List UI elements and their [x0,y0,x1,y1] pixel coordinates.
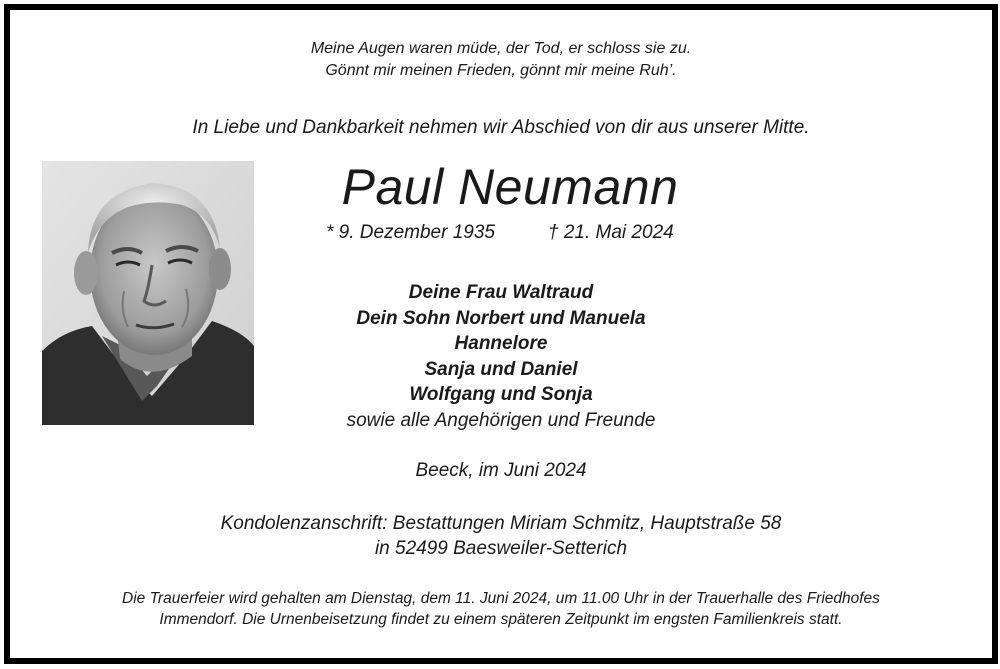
family-member: Sanja und Daniel [424,358,578,380]
family-list [10,280,992,433]
obituary-notice [4,4,998,664]
family-others: sowie alle Angehörigen und Freunde [346,409,656,431]
motto-line-1: Meine Augen waren müde, der Tod, er schloss sie zu. [310,40,692,57]
motto-line-2: Gönnt mir meinen Frieden, gönnt mir meine Ruh’. [325,62,677,79]
family-member: Hannelore [454,333,548,354]
condolence-address-line-2: in 52499 Baesweiler-Setterich [374,538,628,559]
birth-date: * 9. Dezember 1935 [326,222,495,243]
condolence-address-line-1: Kondolenzanschrift: Bestattungen Miriam Schmitz, Hauptstraße 58 [220,513,782,534]
intro-text: In Liebe und Dankbarkeit nehmen wir Abschied von dir aus unserer Mitte. [192,117,810,138]
ceremony-info-line-1: Die Trauerfeier wird gehalten am Dienstag, dem 11. Juni 2024, um 11.00 Uhr in der Trauerhalle des Friedhofes [122,590,880,607]
deceased-name: Paul Neumann [341,159,679,215]
family-member: Dein Sohn Norbert und Manuela [356,307,646,329]
family-member: Wolfgang und Sonja [409,384,593,405]
family-member: Deine Frau Waltraud [408,282,594,303]
place-date: Beeck, im Juni 2024 [415,460,587,481]
ceremony-info-line-2: Immendorf. Die Urnenbeisetzung findet zu einem späteren Zeitpunkt im engsten Familienkreis statt. [159,611,843,628]
death-date: † 21. Mai 2024 [548,222,674,243]
